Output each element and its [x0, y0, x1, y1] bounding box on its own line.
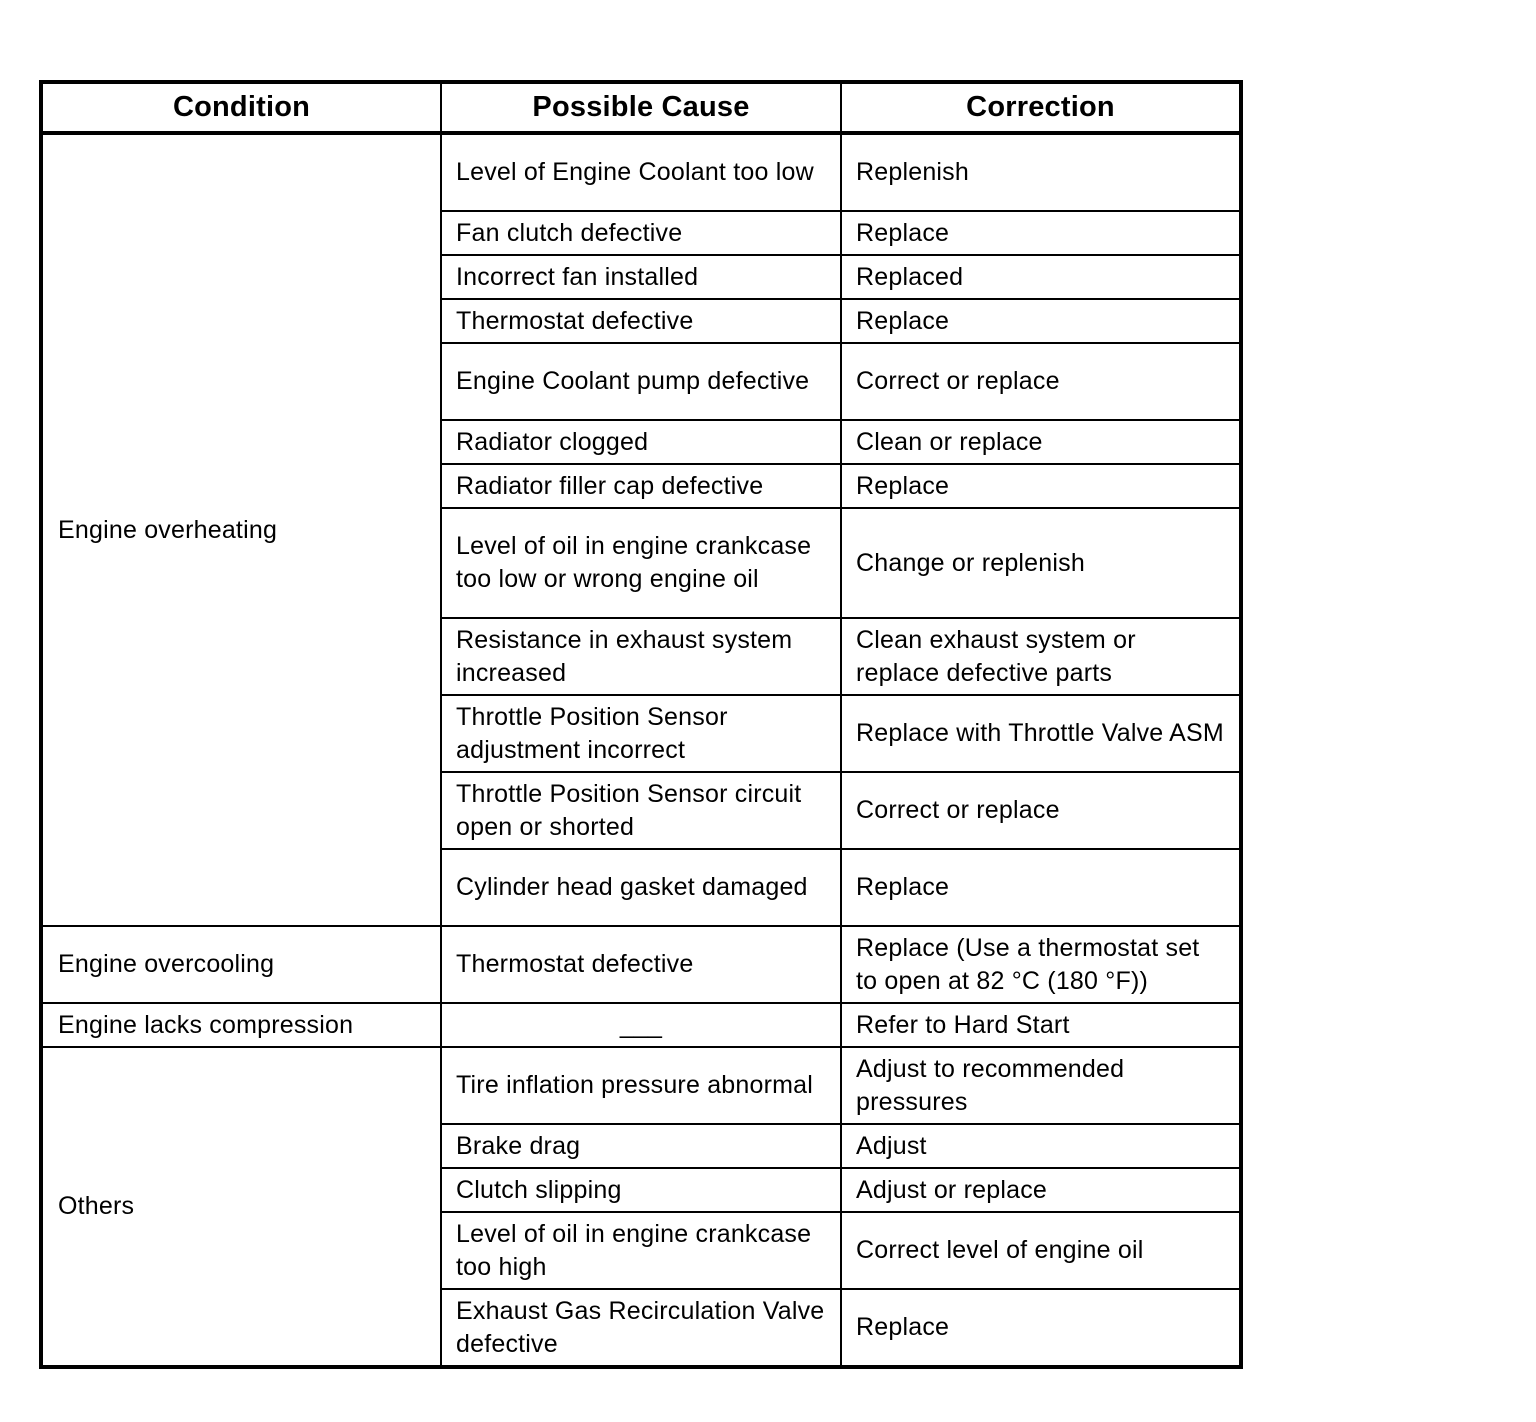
cause-cell: Thermostat defective [441, 299, 841, 343]
cause-cell: Throttle Position Sensor circuit open or shorted [441, 772, 841, 849]
correction-cell: Adjust to recommended pressures [841, 1047, 1241, 1124]
cause-cell: Throttle Position Sensor adjustment incorrect [441, 695, 841, 772]
cause-cell-blank: ___ [441, 1003, 841, 1047]
correction-cell: Adjust or replace [841, 1168, 1241, 1212]
cause-cell: Radiator filler cap defective [441, 464, 841, 508]
cause-cell: Thermostat defective [441, 926, 841, 1003]
correction-cell: Change or replenish [841, 508, 1241, 618]
correction-cell: Clean exhaust system or replace defective parts [841, 618, 1241, 695]
correction-cell: Adjust [841, 1124, 1241, 1168]
cause-cell: Incorrect fan installed [441, 255, 841, 299]
cause-cell: Tire inflation pressure abnormal [441, 1047, 841, 1124]
condition-cell: Others [41, 1047, 441, 1367]
correction-cell: Replace (Use a thermostat set to open at 82 °C (180 °F)) [841, 926, 1241, 1003]
correction-cell: Correct or replace [841, 772, 1241, 849]
cause-cell: Exhaust Gas Recirculation Valve defective [441, 1289, 841, 1367]
correction-cell: Replace [841, 849, 1241, 926]
cause-cell: Clutch slipping [441, 1168, 841, 1212]
correction-cell: Correct or replace [841, 343, 1241, 420]
table-row [41, 1047, 1241, 1124]
cause-cell: Fan clutch defective [441, 211, 841, 255]
cause-cell: Level of oil in engine crankcase too high [441, 1212, 841, 1289]
correction-cell: Replace [841, 1289, 1241, 1367]
correction-cell: Correct level of engine oil [841, 1212, 1241, 1289]
correction-cell: Replenish [841, 133, 1241, 211]
table-row [41, 133, 1241, 211]
cause-cell: Cylinder head gasket damaged [441, 849, 841, 926]
cause-cell: Brake drag [441, 1124, 841, 1168]
cause-cell: Level of Engine Coolant too low [441, 133, 841, 211]
condition-cell: Engine overcooling [41, 926, 441, 1003]
correction-cell: Replaced [841, 255, 1241, 299]
cause-cell: Level of oil in engine crankcase too low or wrong engine oil [441, 508, 841, 618]
diagnosis-table [39, 80, 1243, 1369]
correction-cell: Clean or replace [841, 420, 1241, 464]
header-correction: Correction [841, 82, 1241, 133]
cause-cell: Engine Coolant pump defective [441, 343, 841, 420]
header-condition: Condition [41, 82, 441, 133]
correction-cell: Refer to Hard Start [841, 1003, 1241, 1047]
table-row [41, 926, 1241, 1003]
correction-cell: Replace with Throttle Valve ASM [841, 695, 1241, 772]
correction-cell: Replace [841, 211, 1241, 255]
cause-cell: Resistance in exhaust system increased [441, 618, 841, 695]
correction-cell: Replace [841, 299, 1241, 343]
header-row [41, 82, 1241, 133]
correction-cell: Replace [841, 464, 1241, 508]
table-row [41, 1003, 1241, 1047]
condition-cell: Engine lacks compression [41, 1003, 441, 1047]
header-possible-cause: Possible Cause [441, 82, 841, 133]
cause-cell: Radiator clogged [441, 420, 841, 464]
condition-cell: Engine overheating [41, 133, 441, 926]
